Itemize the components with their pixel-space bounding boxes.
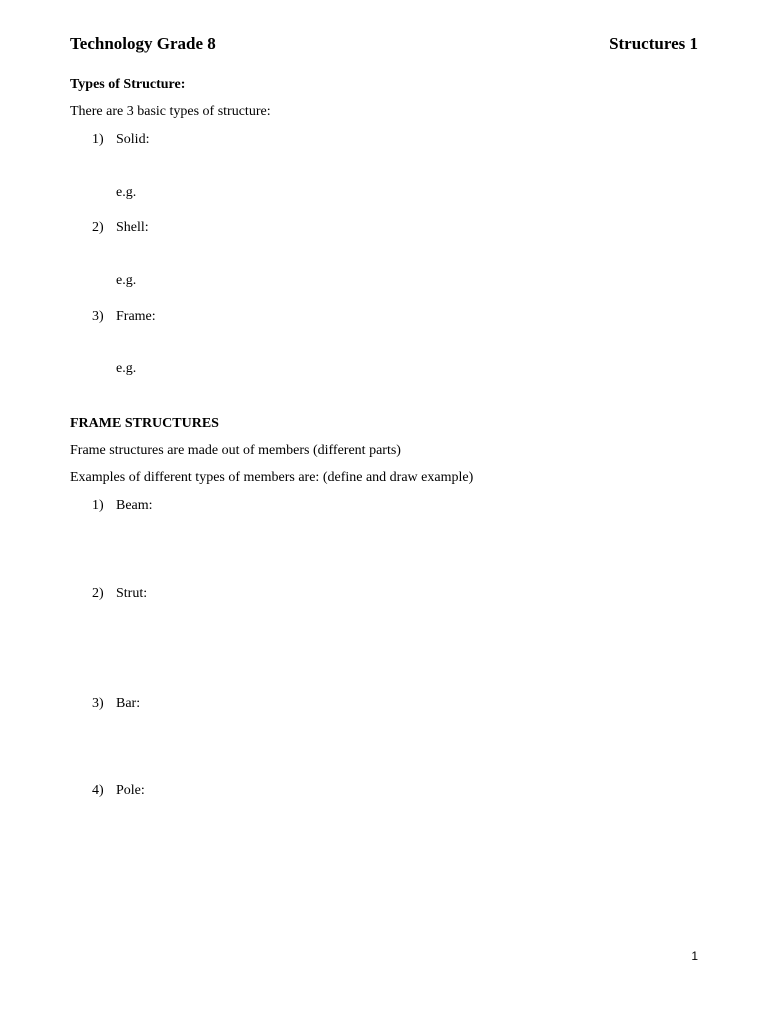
- types-intro: There are 3 basic types of structure:: [70, 104, 271, 119]
- types-heading: Types of Structure:: [70, 77, 186, 92]
- list-item-solid: Solid:: [116, 132, 150, 147]
- list-item-number: 3): [92, 309, 104, 324]
- document-title: Technology Grade 8: [70, 34, 216, 53]
- frame-line-2: Examples of different types of members are: (define and draw example): [70, 470, 474, 485]
- list-item-strut: Strut:: [116, 586, 148, 601]
- example-label: e.g.: [116, 361, 137, 376]
- list-item-beam: Beam:: [116, 498, 153, 513]
- list-item-pole: Pole:: [116, 783, 145, 798]
- list-item-shell: Shell:: [116, 220, 149, 235]
- list-item-bar: Bar:: [116, 696, 141, 711]
- frame-line-1: Frame structures are made out of members (different parts): [70, 443, 401, 458]
- list-item-number: 1): [92, 132, 104, 147]
- frame-heading: FRAME STRUCTURES: [70, 416, 219, 431]
- list-item-number: 1): [92, 498, 104, 513]
- example-label: e.g.: [116, 185, 137, 200]
- page-number: 1: [691, 949, 698, 963]
- example-label: e.g.: [116, 273, 137, 288]
- list-item-number: 2): [92, 586, 104, 601]
- list-item-number: 4): [92, 783, 104, 798]
- list-item-number: 3): [92, 696, 104, 711]
- list-item-number: 2): [92, 220, 104, 235]
- section-title: Structures 1: [609, 34, 698, 53]
- list-item-frame: Frame:: [116, 309, 156, 324]
